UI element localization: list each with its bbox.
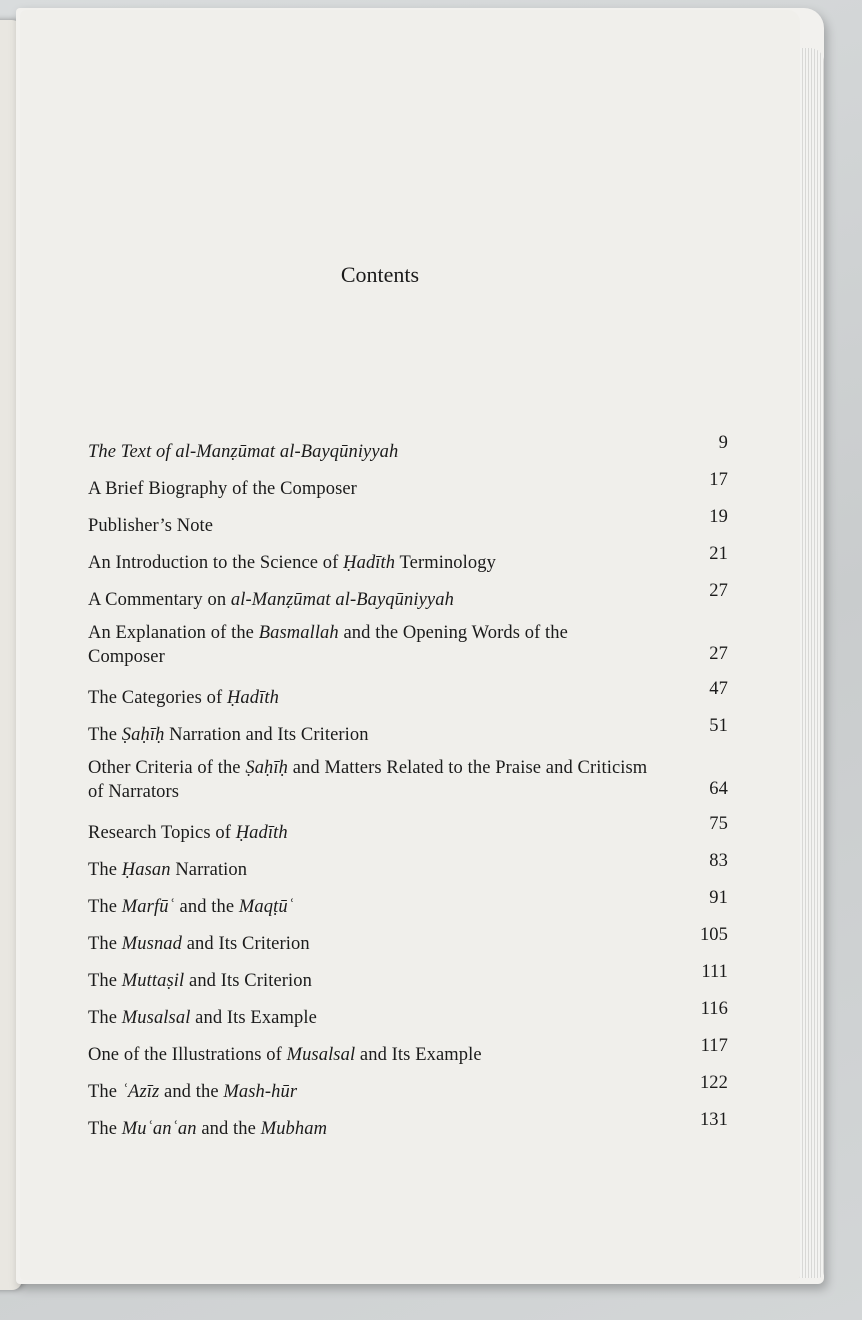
title-part: and the bbox=[159, 1082, 224, 1102]
toc-entry-title bbox=[88, 932, 310, 956]
title-part: Musnad bbox=[121, 934, 183, 954]
title-part: Mubham bbox=[260, 1119, 328, 1139]
toc-entry bbox=[88, 679, 728, 708]
toc-entry bbox=[88, 814, 728, 843]
title-part: Ḥadīth bbox=[343, 553, 396, 573]
toc-page-number: 64 bbox=[709, 779, 728, 799]
title-part: and the Opening Words of the Composer bbox=[88, 623, 568, 667]
title-part: Narration and Its Criterion bbox=[164, 725, 369, 745]
title-part: and Its Example bbox=[355, 1045, 482, 1065]
title-part: One of the Illustrations of bbox=[88, 1045, 287, 1065]
title-part: The bbox=[88, 725, 122, 745]
toc-page-number: 116 bbox=[700, 999, 728, 1019]
toc-page-number: 122 bbox=[699, 1073, 728, 1093]
title-part: Publisher’s Note bbox=[88, 516, 214, 536]
title-part: Musalsal bbox=[286, 1045, 356, 1065]
toc-page-number: 75 bbox=[709, 814, 728, 834]
title-part: Basmallah bbox=[258, 623, 339, 643]
toc-entry-title bbox=[88, 1117, 327, 1141]
title-part: al-Manẓūmat al-Bayqūniyyah bbox=[230, 590, 454, 610]
toc-entry bbox=[88, 888, 728, 917]
title-part: and Its Example bbox=[190, 1008, 317, 1028]
page-title: Contents bbox=[340, 262, 420, 287]
toc-entry-title bbox=[88, 686, 279, 710]
title-part: The bbox=[88, 897, 122, 917]
toc-page-number: 47 bbox=[709, 679, 728, 699]
toc-entry bbox=[88, 1110, 728, 1139]
toc-page-number: 91 bbox=[709, 888, 728, 908]
toc-entry-title bbox=[88, 621, 648, 669]
title-part: The Text of al-Manẓūmat al-Bayqūniyyah bbox=[88, 442, 399, 462]
toc-entry-title bbox=[88, 1043, 482, 1067]
toc-entry-title bbox=[88, 1080, 297, 1104]
title-part: The bbox=[88, 971, 122, 991]
toc-entry-title bbox=[88, 477, 357, 501]
toc-page-number: 9 bbox=[718, 433, 728, 453]
title-part: An Explanation of the bbox=[88, 623, 259, 643]
toc-entry bbox=[88, 851, 728, 880]
table-of-contents bbox=[88, 433, 728, 1139]
toc-page-number: 27 bbox=[709, 581, 728, 601]
toc-page-number: 51 bbox=[709, 716, 728, 736]
toc-entry bbox=[88, 544, 728, 573]
toc-entry-title bbox=[88, 858, 247, 882]
toc-page-number: 117 bbox=[700, 1036, 728, 1056]
toc-entry bbox=[88, 433, 728, 462]
toc-entry bbox=[88, 1036, 728, 1065]
title-part: Marfūʿ bbox=[121, 897, 175, 917]
toc-page-number: 131 bbox=[699, 1110, 728, 1130]
toc-entry-title bbox=[88, 723, 369, 747]
toc-entry bbox=[88, 756, 728, 804]
toc-entry-title bbox=[88, 756, 648, 804]
toc-page-number: 27 bbox=[709, 644, 728, 664]
toc-entry-title bbox=[88, 514, 213, 538]
toc-page-number: 19 bbox=[709, 507, 728, 527]
toc-entry-title bbox=[88, 1006, 317, 1030]
title-part: A Commentary on bbox=[88, 590, 231, 610]
title-part: The bbox=[88, 1082, 122, 1102]
title-part: and Its Criterion bbox=[184, 971, 312, 991]
title-part: Muʿanʿan bbox=[121, 1119, 197, 1139]
title-part: Ḥasan bbox=[121, 860, 171, 880]
title-part: Musalsal bbox=[121, 1008, 191, 1028]
contents-page bbox=[20, 10, 800, 1280]
title-part: and Matters Related to the Praise and Criticism of Narrators bbox=[88, 758, 648, 802]
toc-entry bbox=[88, 1073, 728, 1102]
title-part: The bbox=[88, 1008, 122, 1028]
toc-page-number: 105 bbox=[699, 925, 728, 945]
title-part: An Introduction to the Science of bbox=[88, 553, 344, 573]
toc-entry bbox=[88, 925, 728, 954]
toc-entry bbox=[88, 581, 728, 610]
title-part: ʿAzīz bbox=[121, 1082, 160, 1102]
toc-page-number: 83 bbox=[709, 851, 728, 871]
title-part: Muttaṣil bbox=[121, 971, 185, 991]
toc-entry-title bbox=[88, 440, 398, 464]
toc-page-number: 111 bbox=[701, 962, 728, 982]
toc-entry-title bbox=[88, 551, 496, 575]
title-part: Ḥadīth bbox=[235, 823, 288, 843]
toc-entry bbox=[88, 470, 728, 499]
title-part: and Its Criterion bbox=[182, 934, 310, 954]
title-part: Mash-hūr bbox=[223, 1082, 298, 1102]
title-part: Maqṭūʿ bbox=[238, 897, 294, 917]
title-part: Ṣaḥīḥ bbox=[245, 758, 288, 778]
title-part: Terminology bbox=[395, 553, 496, 573]
toc-entry bbox=[88, 999, 728, 1028]
toc-page-number: 21 bbox=[709, 544, 728, 564]
title-part: Ḥadīth bbox=[226, 688, 279, 708]
toc-entry bbox=[88, 962, 728, 991]
title-part: The bbox=[88, 860, 122, 880]
toc-entry-title bbox=[88, 588, 454, 612]
toc-entry bbox=[88, 621, 728, 669]
title-part: Research Topics of bbox=[88, 823, 236, 843]
toc-entry bbox=[88, 507, 728, 536]
toc-entry-title bbox=[88, 821, 288, 845]
toc-entry-title bbox=[88, 969, 312, 993]
toc-page-number: 17 bbox=[709, 470, 728, 490]
title-part: Other Criteria of the bbox=[88, 758, 246, 778]
title-part: and the bbox=[174, 897, 239, 917]
title-part: A Brief Biography of the Composer bbox=[88, 479, 357, 499]
title-part: The Categories of bbox=[88, 688, 227, 708]
toc-entry bbox=[88, 716, 728, 745]
toc-entry-title bbox=[88, 895, 294, 919]
title-part: The bbox=[88, 1119, 122, 1139]
title-part: and the bbox=[196, 1119, 261, 1139]
title-part: The bbox=[88, 934, 122, 954]
title-part: Ṣaḥīḥ bbox=[121, 725, 165, 745]
title-part: Narration bbox=[170, 860, 248, 880]
